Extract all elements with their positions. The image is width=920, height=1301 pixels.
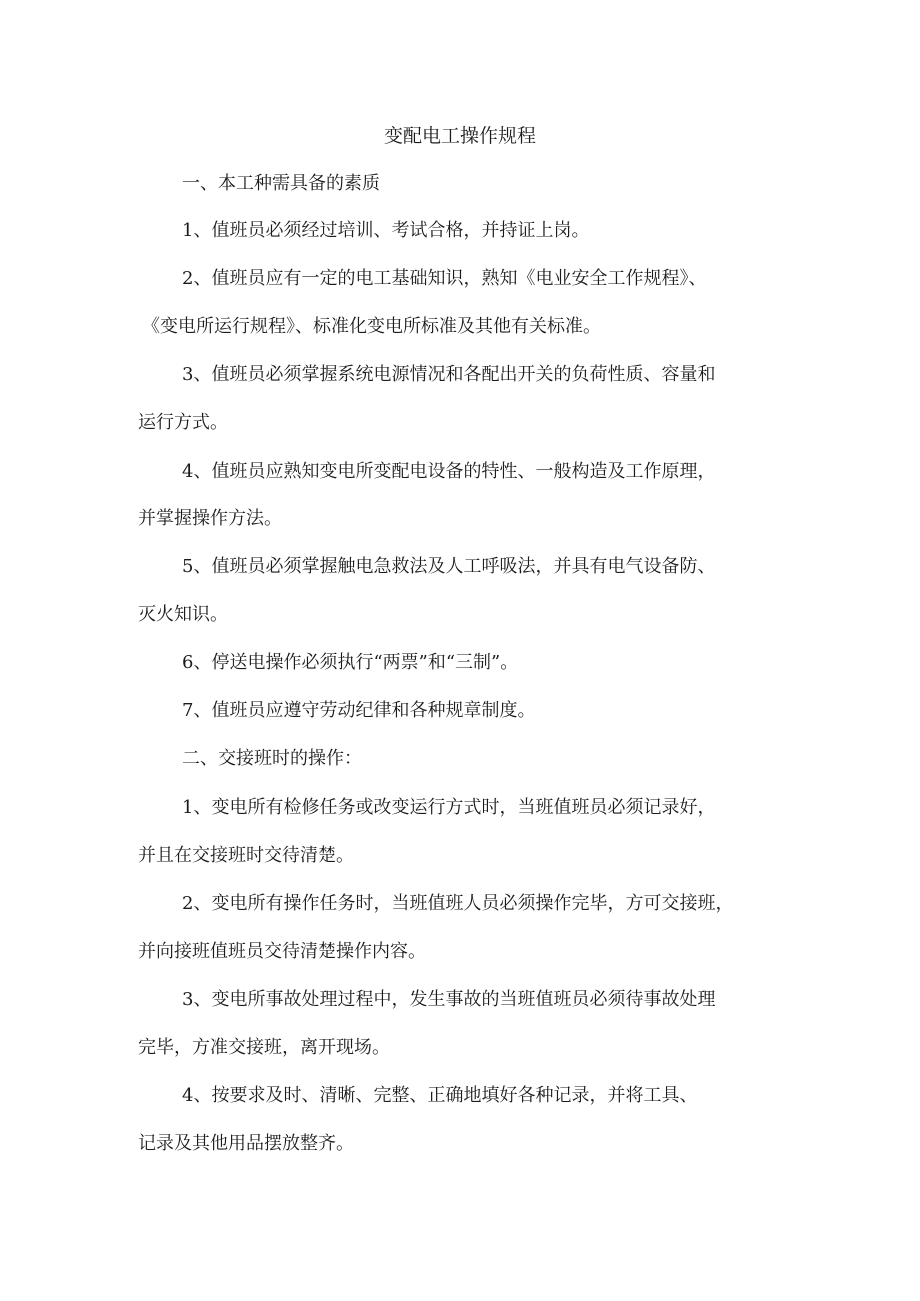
paragraph-line: 完毕，方准交接班，离开现场。 [138,1037,390,1058]
paragraph-line: 3、变电所事故处理过程中，发生事故的当班值班员必须待事故处理 [182,989,716,1010]
paragraph-line: 记录及其他用品摆放整齐。 [138,1133,354,1154]
paragraph-line: 1、值班员必须经过培训、考试合格，并持证上岗。 [182,220,590,241]
paragraph-line: 1、变电所有检修任务或改变运行方式时，当班值班员必须记录好， [182,797,716,818]
paragraph-line: 4、按要求及时、清晰、完整、正确地填好各种记录，并将工具、 [182,1085,698,1106]
document-title: 变配电工操作规程 [383,125,536,147]
paragraph-line: 7、值班员应遵守劳动纪律和各种规章制度。 [182,700,536,721]
section-heading: 一、本工种需具备的素质 [182,173,380,194]
paragraph-line: 3、值班员必须掌握系统电源情况和各配出开关的负荷性质、容量和 [182,364,716,385]
paragraph-line: 并且在交接班时交待清楚。 [138,845,354,866]
paragraph-line: 4、值班员应熟知变电所变配电设备的特性、一般构造及工作原理， [182,461,716,482]
paragraph-line: 运行方式。 [138,412,228,433]
paragraph-line: 并向接班值班员交待清楚操作内容。 [138,941,426,962]
paragraph-line: 2、变电所有操作任务时，当班值班人员必须操作完毕，方可交接班， [182,893,734,914]
paragraph-line: 灭火知识。 [138,604,228,625]
paragraph-line: 5、值班员必须掌握触电急救法及人工呼吸法，并具有电气设备防、 [182,556,716,577]
paragraph-line: 6、停送电操作必须执行“两票”和“三制”。 [182,652,519,673]
paragraph-line: 《变电所运行规程》、标准化变电所标准及其他有关标准。 [142,316,601,337]
paragraph-line: 并掌握操作方法。 [138,508,282,529]
paragraph-line: 2、值班员应有一定的电工基础知识，熟知《电业安全工作规程》、 [182,268,707,289]
section-heading: 二、交接班时的操作： [182,748,362,769]
